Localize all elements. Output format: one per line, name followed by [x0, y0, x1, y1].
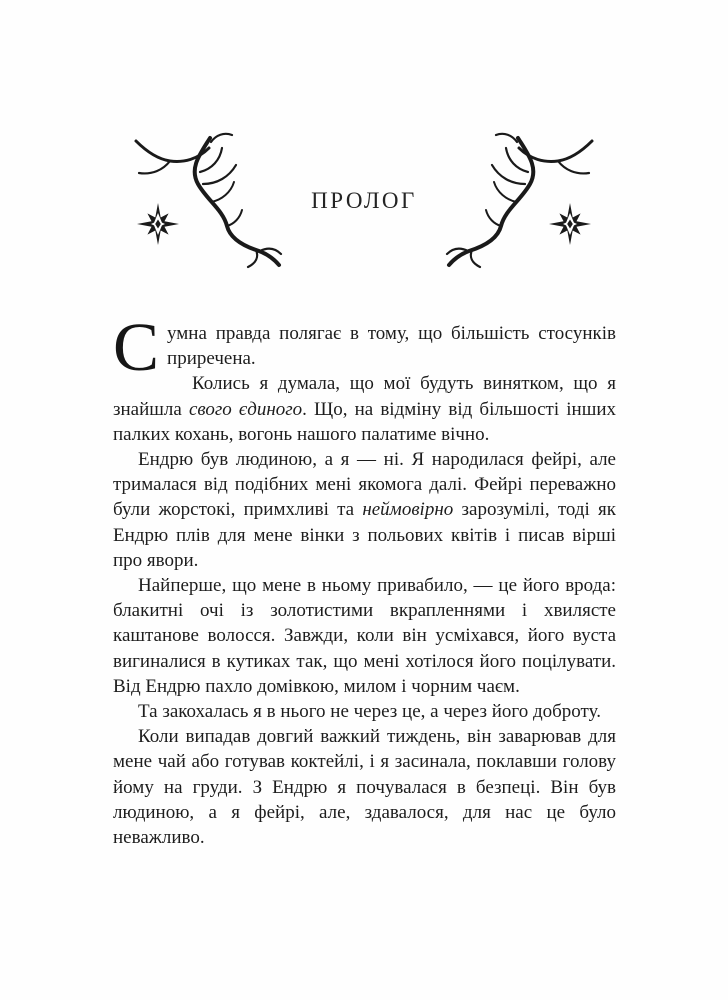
chapter-title: ПРОЛОГ	[311, 188, 417, 213]
text-segment: Коли випадав довгий важкий тиждень, він заварював для мене чай або готував коктейлі, і я засинала, поклавши голову йому на груди. З Ендрю я почувалася в безпеці. Він був людиною, а я фейрі, але, здавалося, для нас це було неважливо.	[113, 726, 616, 849]
text-segment-italic: неймовірно	[362, 499, 454, 521]
paragraph	[113, 371, 616, 447]
text-segment: Та закохалась я в нього не через це, а через його доброту.	[138, 701, 601, 723]
paragraph	[113, 724, 616, 850]
paragraph	[113, 573, 616, 699]
text-segment-italic: свого єдиного	[188, 398, 303, 420]
text-segment: зарозумілі, тоді як Ендрю плів для мене вінки з польових квітів і писав вірші про явори.	[113, 499, 616, 571]
text-segment: Найперше, що мене в ньому привабило, — це його врода: блакитні очі із золотистими вкрапленнями і хвилясте каштанове волосся. Завжди, коли він усміхався, його вуста вигиналися в кутиках так, що мені хотілося його поцілувати. Від Ендрю пахло домівкою, милом і чорним чаєм.	[113, 575, 616, 697]
text-segment: Ендрю був людиною, а я — ні. Я народилася фейрі, але трималася від подібних мені якомога далі. Фейрі переважно були жорстокі, примхливі та	[113, 449, 616, 521]
paragraph	[113, 309, 616, 385]
text-segment: умна правда полягає в тому, що більшість стосунків приречена.	[167, 323, 616, 370]
text-segment: . Що, на відміну від більшості інших палких кохань, вогонь нашого палатиме вічно.	[113, 398, 616, 445]
text-segment: Колись я думала, що мої будуть винятком, що я знайшла	[113, 373, 616, 420]
body-text	[113, 309, 616, 850]
drop-cap: С	[113, 309, 160, 385]
paragraph	[113, 699, 616, 724]
paragraph	[113, 447, 616, 573]
